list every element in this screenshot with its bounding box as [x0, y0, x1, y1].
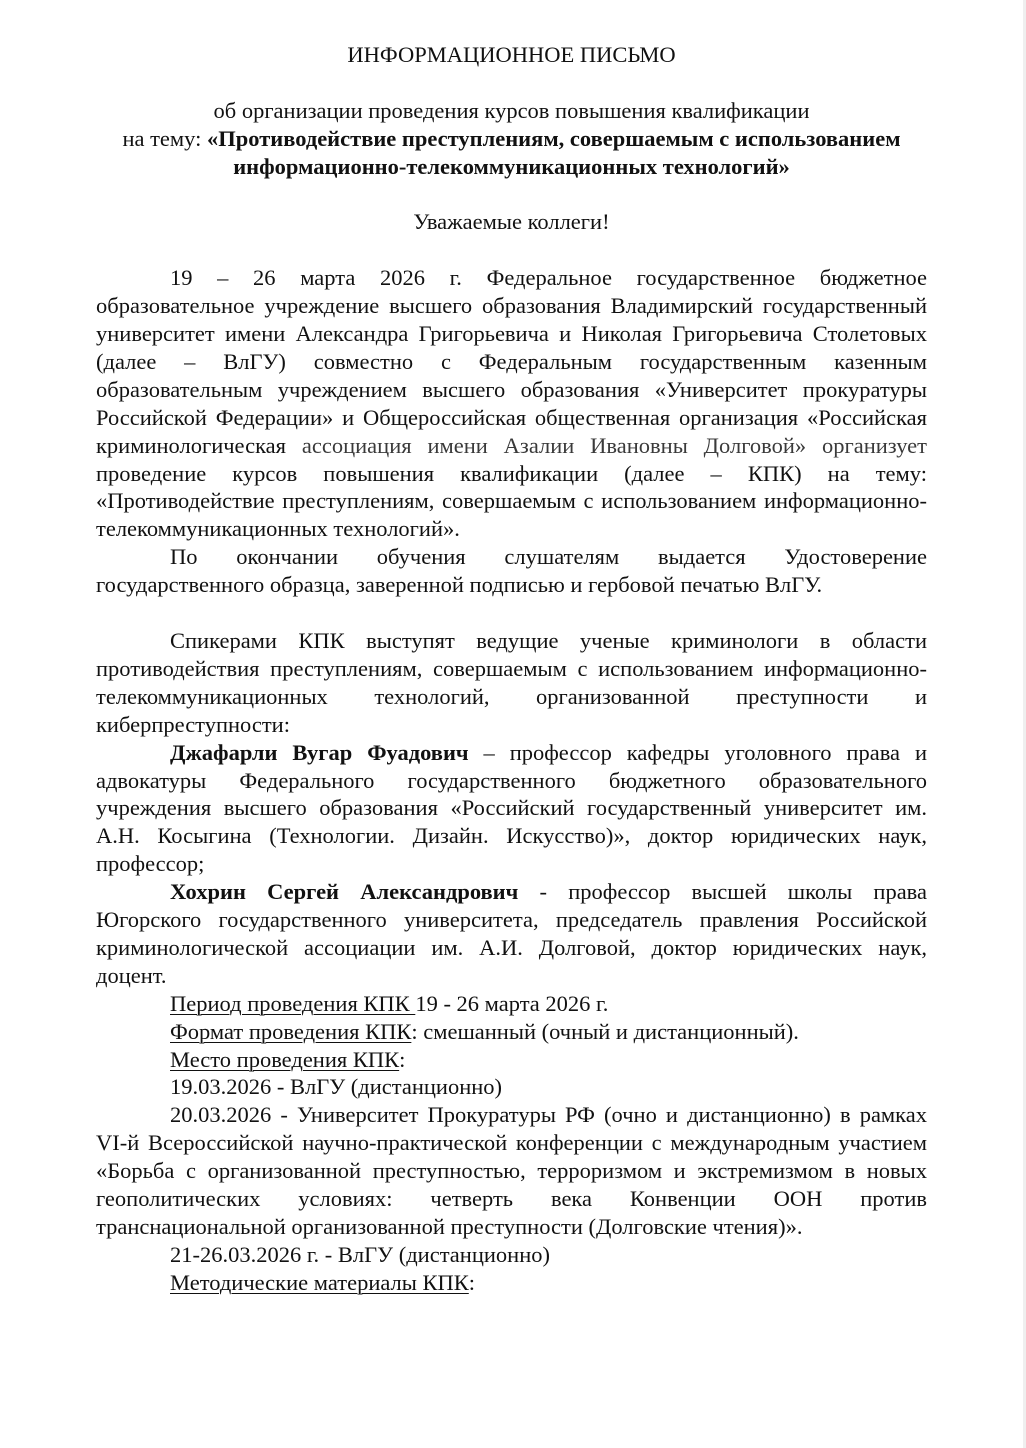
- materials-label: Методические материалы КПК: [170, 1269, 469, 1295]
- materials-suffix: :: [468, 1269, 476, 1295]
- schedule-item: 20.03.2026 - Университет Прокуратуры РФ (очно и дистанционно) в рамках VI-й Всероссийской научно-практической конференции с международным участием «Борьба с организованной преступностью, терроризмом и экстремизмом в новых геополитических условиях: четверть века Конвенции ООН против транснациональной организованной преступности (Долговские чтения)».: [96, 1102, 927, 1239]
- schedule-item: 19.03.2026 - ВлГУ (дистанционно): [170, 1074, 503, 1100]
- format-value: : смешанный (очный и дистанционный).: [411, 1018, 799, 1044]
- speakers-intro-paragraph: Спикерами КПК выступят ведущие ученые криминологи в области противодействия преступлениям, совершаемым с использованием информационно-телекоммуникационных технологий, организованной преступности и киберпреступности:: [96, 627, 927, 737]
- document-subtitle: [96, 97, 927, 181]
- subtitle-line1: об организации проведения курсов повышения квалификации: [213, 97, 810, 123]
- document-title: ИНФОРМАЦИОННОЕ ПИСЬМО: [347, 42, 676, 67]
- speaker-description: - профессор высшей школы права Югорского государственного университета, председатель правления Российской криминологической ассоциации им. А.И. Долговой, доктор юридических наук, доцент.: [96, 879, 927, 988]
- speaker-item: [96, 878, 927, 990]
- blank-line: [96, 599, 927, 627]
- speaker-name: Хохрин Сергей Александрович: [170, 879, 519, 905]
- speaker-item: [96, 739, 927, 879]
- schedule-item: 21-26.03.2026 г. - ВлГУ (дистанционно): [170, 1241, 550, 1267]
- format-label: Формат проведения КПК: [170, 1018, 412, 1044]
- document-body: [96, 41, 927, 1297]
- greeting: Уважаемые коллеги!: [413, 209, 610, 235]
- subtitle-topic: «Противодействие преступлениям, совершаемым с использованием информационно-телекоммуникационных технологий»: [206, 125, 901, 179]
- format-line: [96, 1018, 927, 1046]
- period-value: 19 - 26 марта 2026 г.: [415, 990, 609, 1016]
- place-suffix: :: [399, 1046, 406, 1072]
- certificate-paragraph: По окончании обучения слушателям выдается Удостоверение государственного образца, заверенной подписью и гербовой печатью ВлГУ.: [96, 544, 927, 598]
- period-label: Период проведения КПК: [170, 990, 416, 1016]
- intro-part3: проведение курсов повышения квалификации (далее – КПК) на тему: «Противодействие преступлениям, совершаемым с использованием информационно-телекоммуникационных технологий».: [96, 460, 927, 542]
- speaker-name: Джафарли Вугар Фуадович: [170, 739, 469, 765]
- intro-paragraph: [96, 264, 927, 543]
- place-line: [96, 1046, 927, 1074]
- speaker-description: – профессор кафедры уголовного права и адвокатуры Федерального государственного бюджетного образовательного учреждения высшего образования «Российский государственный университет им. А.Н. Косыгина (Технологии. Дизайн. Искусство)», доктор юридических наук, профессор;: [96, 739, 927, 877]
- place-label: Место проведения КПК: [170, 1046, 400, 1072]
- subtitle-prefix: на тему:: [122, 125, 207, 151]
- materials-line: [96, 1269, 927, 1297]
- intro-part1: 19 – 26 марта 2026 г. Федеральное государственное бюджетное образовательное учреждение высшего образования Владимирский государственный университет имени Александра Григорьевича и Николая Григорьевича Столетовых (далее – ВлГУ) совместно с Федеральным государственным казенным образовательным учреждением высшего образования «Университет прокуратуры Российской Федерации» и Общероссийская общественная организация «Российская криминологическая: [96, 265, 927, 458]
- period-line: [96, 990, 927, 1018]
- intro-part2: ассоциация имени Азалии Ивановны Долговой» организует: [301, 432, 927, 458]
